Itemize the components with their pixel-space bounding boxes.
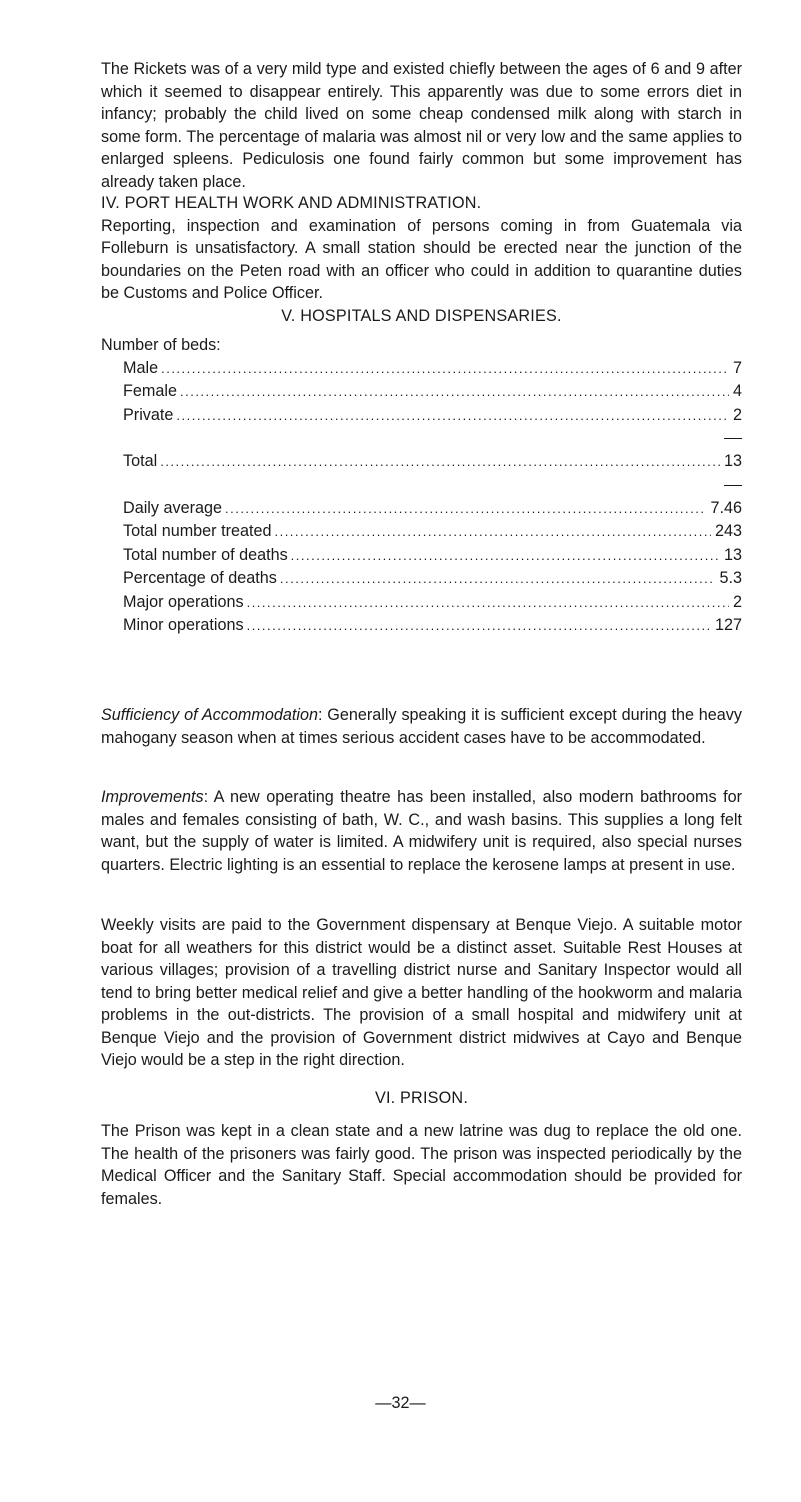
dot-leader	[176, 405, 729, 428]
stats-row	[123, 591, 742, 615]
stats-value: 7.46	[710, 498, 742, 517]
total-value: 13	[723, 452, 742, 470]
section-vi-paragraph: The Prison was kept in a clean state and a new latrine was dug to replace the old one. The health of the prisoners was fairly good. The prison was inspected periodically by the Medical Officer and the Sanitary Staff. Special accommodation should be provided for females.	[101, 1122, 742, 1208]
beds-label: Number of beds:	[101, 336, 221, 354]
dot-leader	[247, 615, 711, 638]
dot-leader	[180, 381, 729, 404]
beds-row-value: 4	[732, 382, 742, 400]
stats-row	[123, 520, 742, 544]
rule-line	[724, 485, 742, 486]
section-vi-body	[101, 1120, 742, 1210]
sufficiency-title: Sufficiency of Accommodation	[101, 706, 318, 724]
stats-value: 13	[723, 545, 742, 564]
beds-row-male	[123, 357, 742, 381]
stats-row	[123, 567, 742, 591]
stats-row	[123, 497, 742, 521]
beds-row-value: 7	[732, 358, 742, 377]
beds-row-private	[123, 404, 742, 428]
stats-value: 5.3	[719, 569, 742, 587]
dot-leader	[247, 592, 729, 615]
stats-label: Minor operations	[123, 616, 244, 634]
page-number: —32—	[375, 1394, 426, 1412]
total-rule-top	[123, 427, 742, 450]
beds-row-label: Private	[123, 405, 174, 424]
stats-row	[123, 614, 742, 638]
beds-row-female	[123, 380, 742, 404]
beds-row-label: Female	[123, 382, 177, 400]
sufficiency-paragraph	[101, 704, 742, 749]
dot-leader	[274, 521, 711, 544]
intro-block	[101, 58, 742, 193]
visits-block	[101, 914, 742, 1072]
visits-paragraph: Weekly visits are paid to the Government dispensary at Benque Viejo. A suitable motor boat for all weathers for this district would be a distinct asset. Suitable Rest Houses at various villages; provision of a travelling district nurse and Sanitary Inspector would all tend to bring better medical relief and give a better handling of the hookworm and malaria problems in the out-districts. The provision of a small hospital and midwifery unit at Benque Viejo and the provision of Government district midwives at Cayo and Benque Viejo would be a step in the right direction.	[101, 916, 742, 1069]
intro-paragraph: The Rickets was of a very mild type and existed chiefly between the ages of 6 and 9 after which it seemed to disappear entirely. This apparently was due to some errors diet in infancy; probably the child lived on some cheap condensed milk along with starch in some form. The percentage of malaria was almost nil or very low and the same applies to enlarged spleens. Pediculosis one found fairly common but some improvement has already taken place.	[101, 60, 742, 191]
stats-row	[123, 544, 742, 568]
improvements-paragraph	[101, 786, 742, 876]
section-v-heading: V. HOSPITALS AND DISPENSARIES.	[281, 307, 562, 325]
beds-row-value: 2	[732, 405, 742, 424]
beds-table	[101, 334, 742, 638]
section-v-heading-wrap	[101, 305, 742, 328]
dot-leader	[225, 498, 707, 521]
stats-label: Total number treated	[123, 522, 272, 540]
sufficiency-text: : Generally speaking it is sufficient except during the heavy mahogany season when at times serious accident cases have to be accommodated.	[101, 706, 742, 747]
section-iv-paragraph: Reporting, inspection and examination of persons coming in from Guatemala via Folleburn is unsatisfactory. A small station should be erected near the junction of the boundaries on the Peten road with an officer who could in addition to quarantine duties be Customs and Police Officer.	[101, 216, 742, 302]
total-label: Total	[123, 452, 158, 470]
improvements-title: Improvements	[101, 788, 204, 806]
improvements-text: : A new operating theatre has been installed, also modern bathrooms for males and females consisting of bath, W. C., and wash basins. This supplies a long felt want, but the supply of water is limited. A midwifery unit is required, also special nurses quarters. Electric lighting is an essential to replace the kerosene lamps at present in use.	[101, 788, 742, 874]
stats-value: 243	[714, 522, 742, 540]
stats-label: Total number of deaths	[123, 545, 288, 564]
stats-label: Daily average	[123, 498, 222, 517]
beds-row-label: Male	[123, 358, 159, 377]
stats-label: Percentage of deaths	[123, 569, 277, 587]
beds-row-total	[123, 450, 742, 474]
section-iv-heading: IV. PORT HEALTH WORK AND ADMINISTRATION.	[101, 194, 482, 212]
dot-leader	[291, 545, 720, 568]
beds-list	[101, 357, 742, 638]
stats-value: 2	[732, 592, 742, 611]
section-vi	[101, 1087, 742, 1110]
sufficiency-block	[101, 704, 742, 749]
dot-leader	[280, 568, 716, 591]
rule-line	[724, 438, 742, 439]
improvements-block	[101, 786, 742, 876]
stats-list	[123, 497, 742, 638]
section-iv	[101, 192, 742, 305]
stats-value: 127	[714, 616, 742, 634]
section-vi-heading: VI. PRISON.	[374, 1089, 469, 1107]
dot-leader	[161, 358, 729, 381]
total-rule-bottom	[123, 474, 742, 497]
stats-label: Major operations	[123, 592, 244, 611]
dot-leader	[160, 451, 720, 474]
